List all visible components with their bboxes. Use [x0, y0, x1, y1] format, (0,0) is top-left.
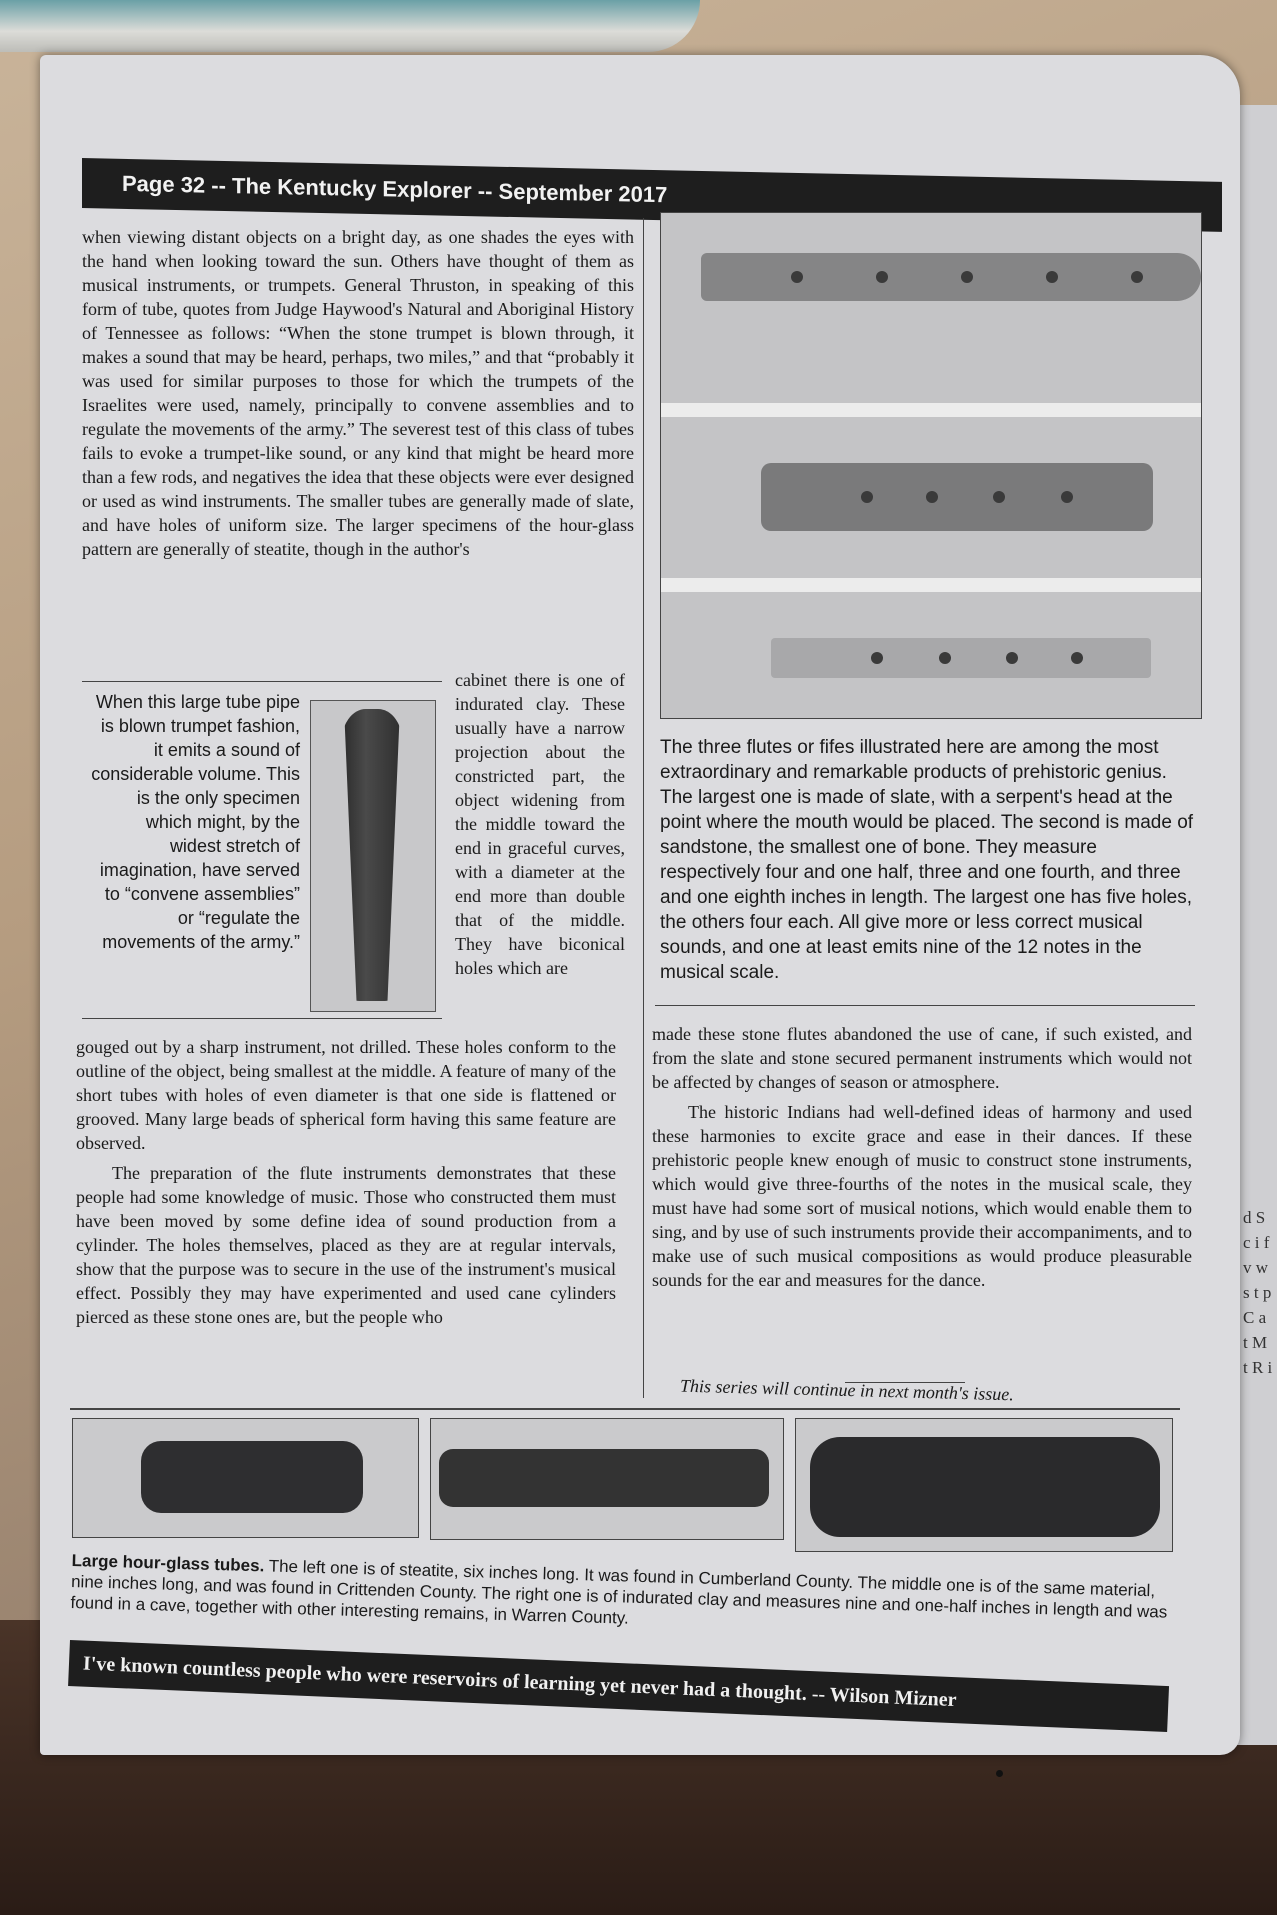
right-paragraph-1: made these stone flutes abandoned the use of cane, if such existed, and from the slate and stone secured permanent instruments which would not be affected by changes of season or atmosphere.	[652, 1024, 1192, 1092]
flute-sandstone	[761, 463, 1153, 531]
left-column-bottom	[76, 1035, 616, 1329]
flute-hole	[791, 271, 803, 283]
flute-hole	[1131, 271, 1143, 283]
flute-bone	[771, 638, 1151, 678]
flutes-photo	[660, 212, 1202, 719]
tube-pipe-photo	[310, 700, 436, 1012]
flute-hole	[993, 491, 1005, 503]
left-bottom-paragraph-1: gouged out by a sharp instrument, not drilled. These holes conform to the outline of the object, being smallest at the middle. A feature of many of the short tubes with holes of even diameter is that one side is flattened or grooved. Many large beads of spherical form having this same feature are observed.	[76, 1037, 616, 1153]
flute-hole	[861, 491, 873, 503]
book-edge	[0, 0, 700, 52]
flute-hole	[1006, 652, 1018, 664]
sidebar-quote: When this large tube pipe is blown trumpet fashion, it emits a sound of considerable volume. This is the only specimen which might, by the widest stretch of imagination, have served to “convene assemblies” or “regulate the movements of the army.”	[91, 692, 300, 952]
tube-clay-image	[810, 1437, 1160, 1537]
right-paragraph-2: The historic Indians had well-defined ideas of harmony and used these harmonies to excite grace and ease in their dances. If these prehistoric people knew enough of music to construct stone instruments, which would give three-fourths of the notes in the musical scale, they must have had some sort of musical notions, which would enable them to sing, and by use of such instruments provide their accompaniments, and to make use of such musical compositions as would produce pleasurable sounds for the ear and measures for the dance.	[652, 1102, 1192, 1290]
caption-rule	[655, 1005, 1195, 1006]
caption-body: The left one is of steatite, six inches long. It was found in Cumberland County. The middle one is of the same material, nine inches long, and was found in Crittenden County. The right one is of indurated clay and measures nine and one-half inches in length and was found in a cave, together with other interesting remains, in Warren County.	[70, 1556, 1168, 1628]
flute-hole	[1046, 271, 1058, 283]
flute-hole	[1061, 491, 1073, 503]
flute-hole	[926, 491, 938, 503]
column-divider	[643, 218, 644, 1398]
tube-pipe-image	[341, 709, 403, 1001]
left-bottom-paragraph-2: The preparation of the flute instruments demonstrates that these people had some knowledge of music. Those who constructed them must have been moved by some define idea of sound production from a cylinder. The holes themselves, placed as they are at regular intervals, show that the purpose was to secure in the use of the instrument's musical effect. Possibly they may have experimented and used cane cylinders pierced as these stone ones are, but the people who	[76, 1163, 616, 1327]
flute-hole	[961, 271, 973, 283]
photo-separator	[661, 578, 1201, 592]
photo-separator	[661, 403, 1201, 417]
flute-slate	[701, 253, 1201, 301]
flutes-caption: The three flutes or fifes illustrated here are among the most extraordinary and remarkable products of prehistoric genius. The largest one is made of slate, with a serpent's head at the point where the mouth would be placed. The second is made of sandstone, the smallest one of bone. They measure respectively four and one half, three and one fourth, and three and one eighth inches in length. The largest one has five holes, the others four each. All give more or less correct musical sounds, and one at least emits nine of the 12 notes in the musical scale.	[660, 737, 1194, 983]
sidebar-top-rule	[82, 681, 442, 682]
next-page-fragment: d S c i f v w s t p C a t M t R i	[1243, 1208, 1273, 1377]
caption-heading: Large hour-glass tubes.	[71, 1550, 265, 1576]
flute-hole	[876, 271, 888, 283]
tube-photo-clay	[795, 1418, 1173, 1552]
flute-hole	[939, 652, 951, 664]
tube-photo-steatite	[72, 1418, 419, 1538]
tube-steatite-image	[141, 1441, 363, 1513]
flute-hole	[871, 652, 883, 664]
flute-hole	[1071, 652, 1083, 664]
header-title: Page 32 -- The Kentucky Explorer -- September 2017	[122, 170, 668, 208]
narrow-column-text: cabinet there is one of indurated clay. These usually have a narrow projection about the constricted part, the object widening from the middle toward the end in graceful curves, with a diameter at the end more than double that of the middle. They have biconical holes which are	[455, 670, 625, 978]
right-column-bottom	[652, 1022, 1192, 1292]
page-dot	[996, 1770, 1003, 1777]
sidebar-bottom-rule	[82, 1018, 442, 1019]
tube-middle-image	[439, 1449, 769, 1507]
footer-quote: I've known countless people who were reservoirs of learning yet never had a thought. -- Wilson Mizner	[82, 1652, 957, 1711]
left-column-top-text: when viewing distant objects on a bright day, as one shades the eyes with the hand when looking toward the sun. Others have thought of them as musical instruments, or trumpets. General Thruston, in speaking of this form of tube, quotes from Judge Haywood's Natural and Aboriginal History of Tennessee as follows: “When the stone trumpet is blown through, it makes a sound that may be heard, perhaps, two miles,” and that “probably it was used for similar purposes to those for which the trumpets of the Israelites were used, namely, principally to convene assemblies and to regulate the movements of the army.” The severest test of this class of tubes fails to evoke a trumpet-like sound, or any kind that might be heard more than a few rods, and negatives the idea that these objects were ever designed or used as wind instruments. The smaller tubes are generally made of slate, and have holes of uniform size. The larger specimens of the hour-glass pattern are generally of steatite, though in the author's	[82, 227, 634, 559]
next-page-edge	[1235, 105, 1277, 1745]
continue-note: This series will continue in next month's issue.	[679, 1375, 1015, 1405]
photos-top-rule	[70, 1408, 1180, 1410]
tube-photo-middle	[430, 1418, 784, 1540]
